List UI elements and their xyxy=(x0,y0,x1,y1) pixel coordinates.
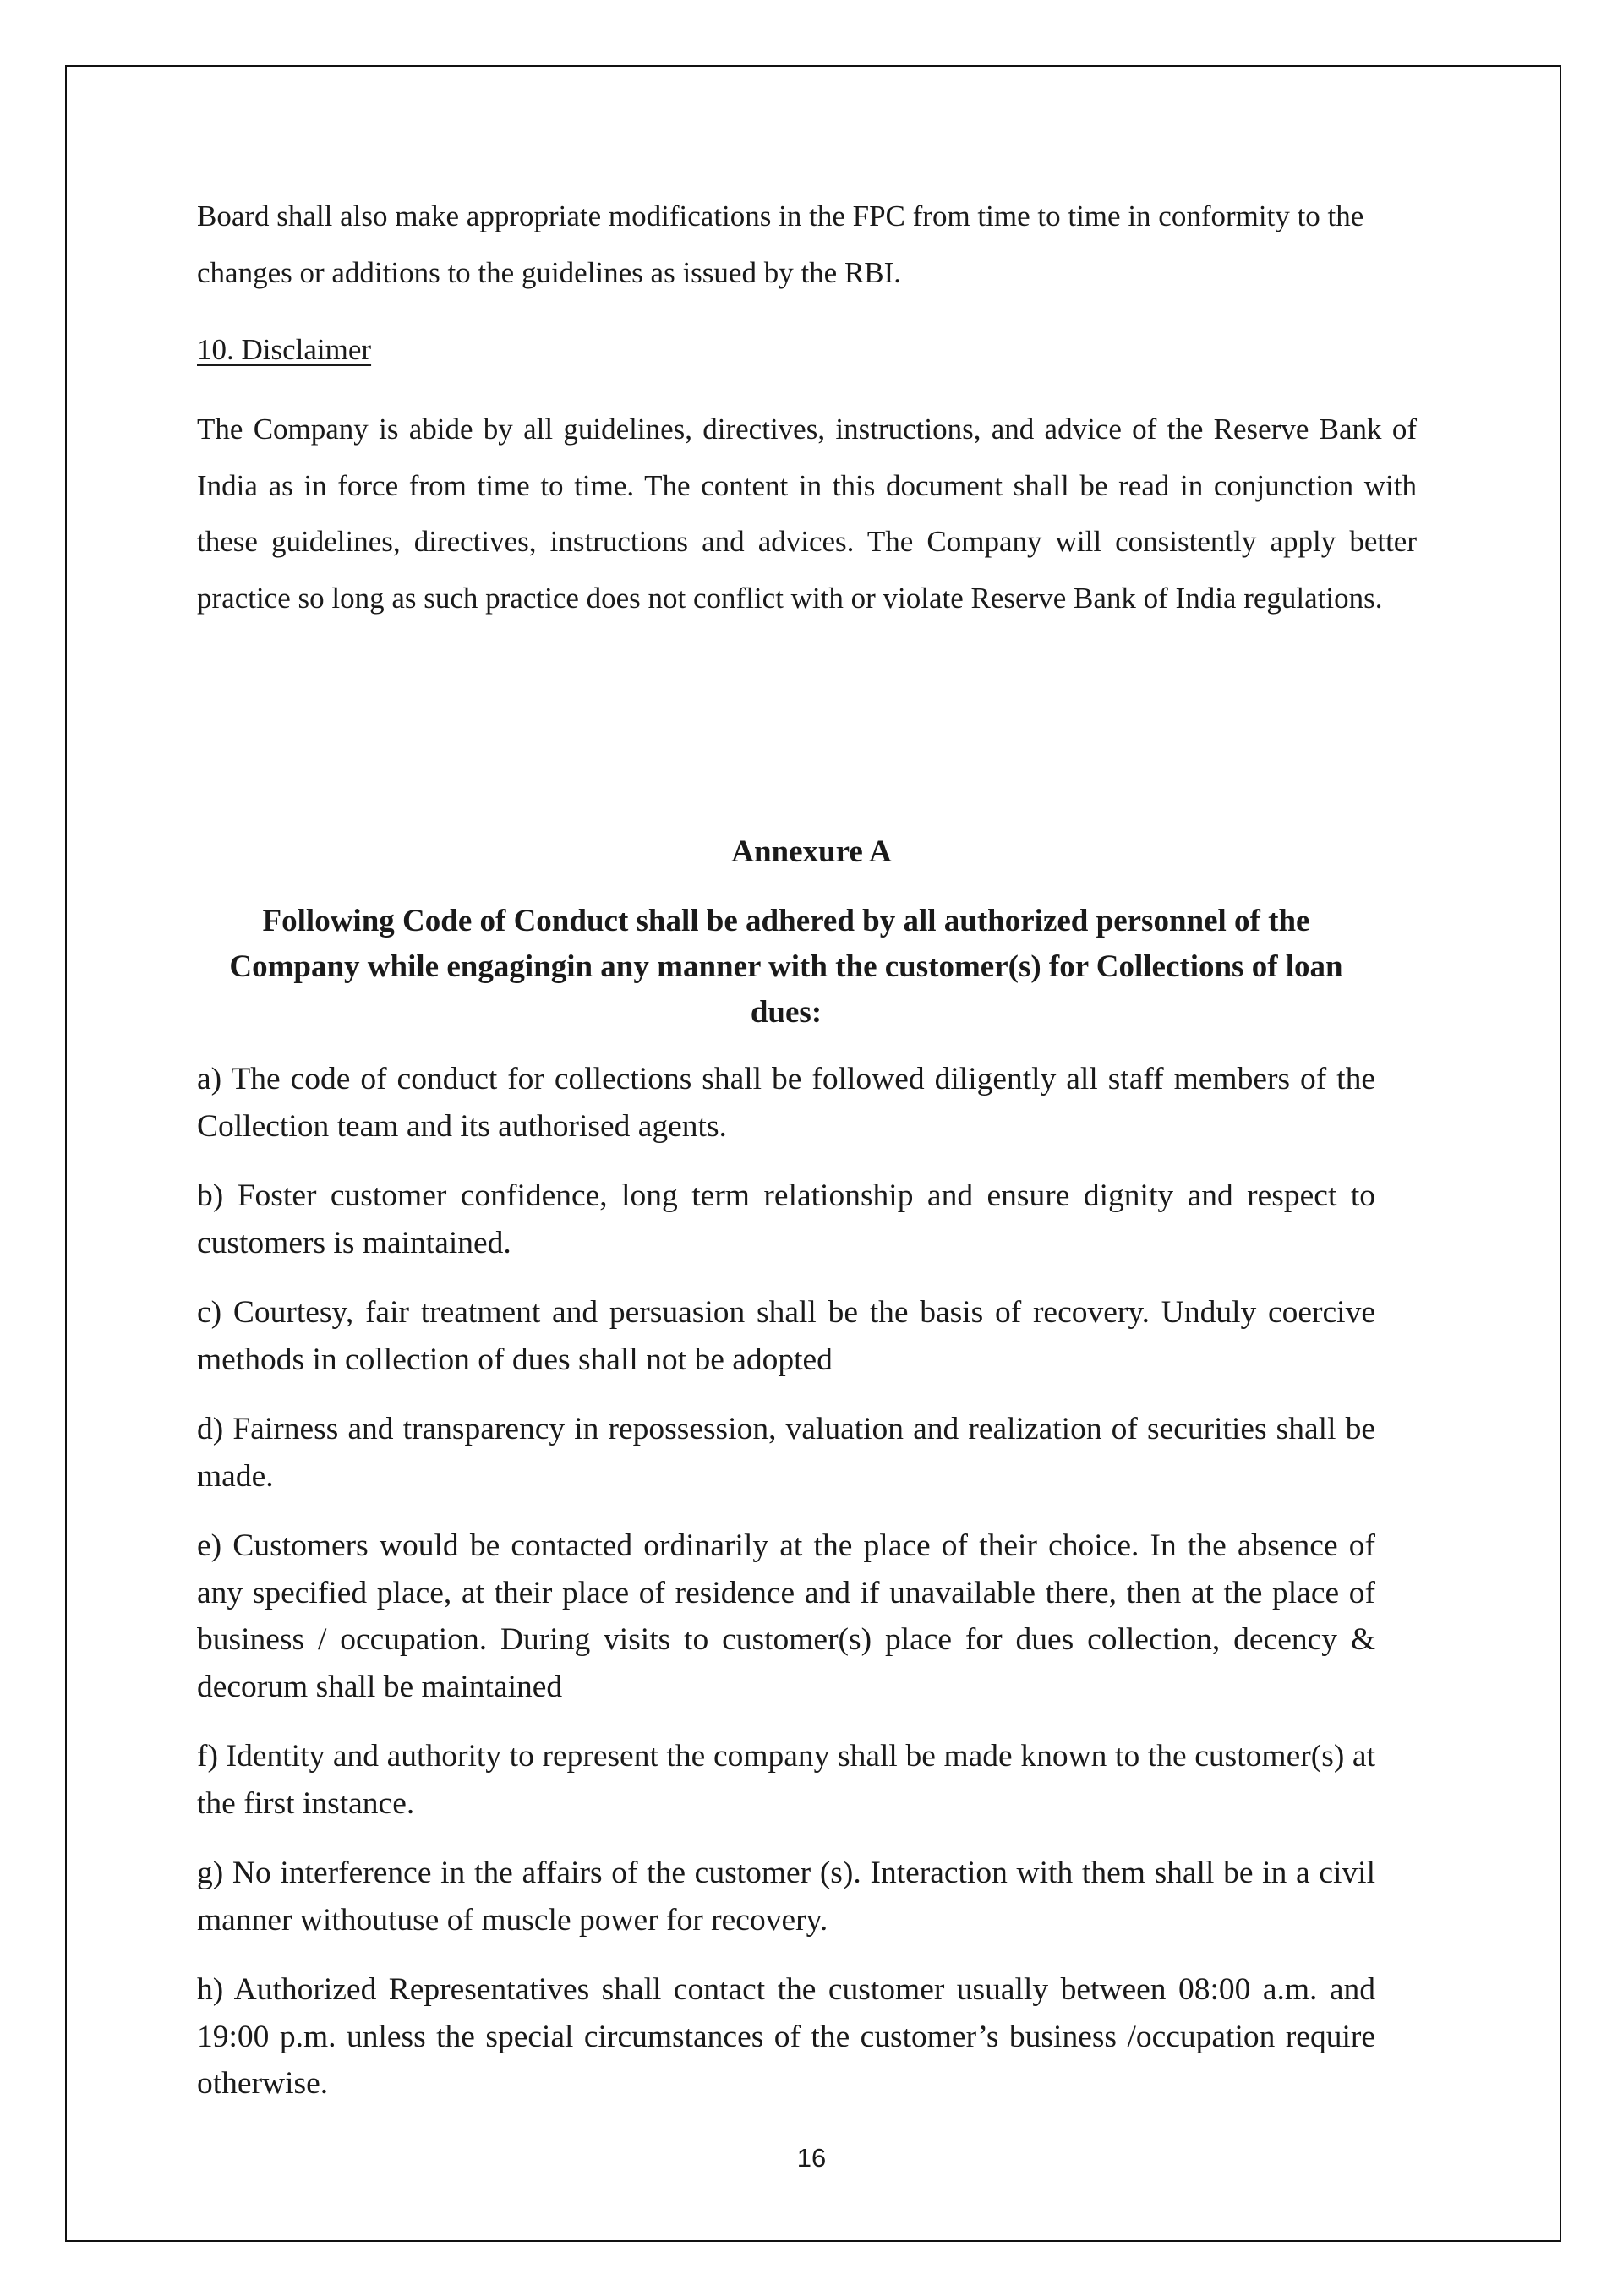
disclaimer-paragraph: The Company is abide by all guidelines, directives, instructions, and advice of the Reserve Bank of India as in force from time to time. The content in this document shall be read in conjunction with these guidelines, directives, instructions and advices. The Company will consistently apply better practice so long as such practice does not conflict with or violate Reserve Bank of India regulations. xyxy=(197,413,1417,615)
code-item-b: b) Foster customer confidence, long term relationship and ensure dignity and respect to customers is maintained. xyxy=(197,1178,1375,1260)
code-item-h: h) Authorized Representatives shall contact the customer usually between 08:00 a.m. and 19:00 p.m. unless the special circumstances of the customer’s business /occupation require otherwise. xyxy=(197,1972,1375,2101)
disclaimer-heading: 10. Disclaimer xyxy=(197,333,372,366)
code-item-g: g) No interference in the affairs of the customer (s). Interaction with them shall be in a civil manner withoutuse of muscle power for recovery. xyxy=(197,1856,1375,1938)
annexure-title: Annexure A xyxy=(731,834,892,869)
annexure-subtitle: Following Code of Conduct shall be adhered by all authorized personnel of the Company while engagingin any manner with the customer(s) for Collections of loan dues: xyxy=(229,904,1343,1030)
code-item-d: d) Fairness and transparency in repossession, valuation and realization of securities shall be made. xyxy=(197,1412,1375,1494)
code-item-e: e) Customers would be contacted ordinarily at the place of their choice. In the absence of any specified place, at their place of residence and if unavailable there, then at the place of business / occupation. During visits to customer(s) place for dues collection, decency & decorum shall be maintained xyxy=(197,1528,1375,1704)
code-of-conduct-list xyxy=(197,1056,1375,2130)
code-item-a: a) The code of conduct for collections shall be followed diligently all staff members of the Collection team and its authorised agents. xyxy=(197,1062,1375,1144)
intro-paragraph: Board shall also make appropriate modifications in the FPC from time to time in conformity to the changes or additions to the guidelines as issued by the RBI. xyxy=(197,200,1364,289)
code-item-f: f) Identity and authority to represent the company shall be made known to the customer(s) at the first instance. xyxy=(197,1739,1375,1821)
code-item-c: c) Courtesy, fair treatment and persuasion shall be the basis of recovery. Unduly coercive methods in collection of dues shall not be adopted xyxy=(197,1295,1375,1377)
page-number: 16 xyxy=(796,2143,827,2173)
